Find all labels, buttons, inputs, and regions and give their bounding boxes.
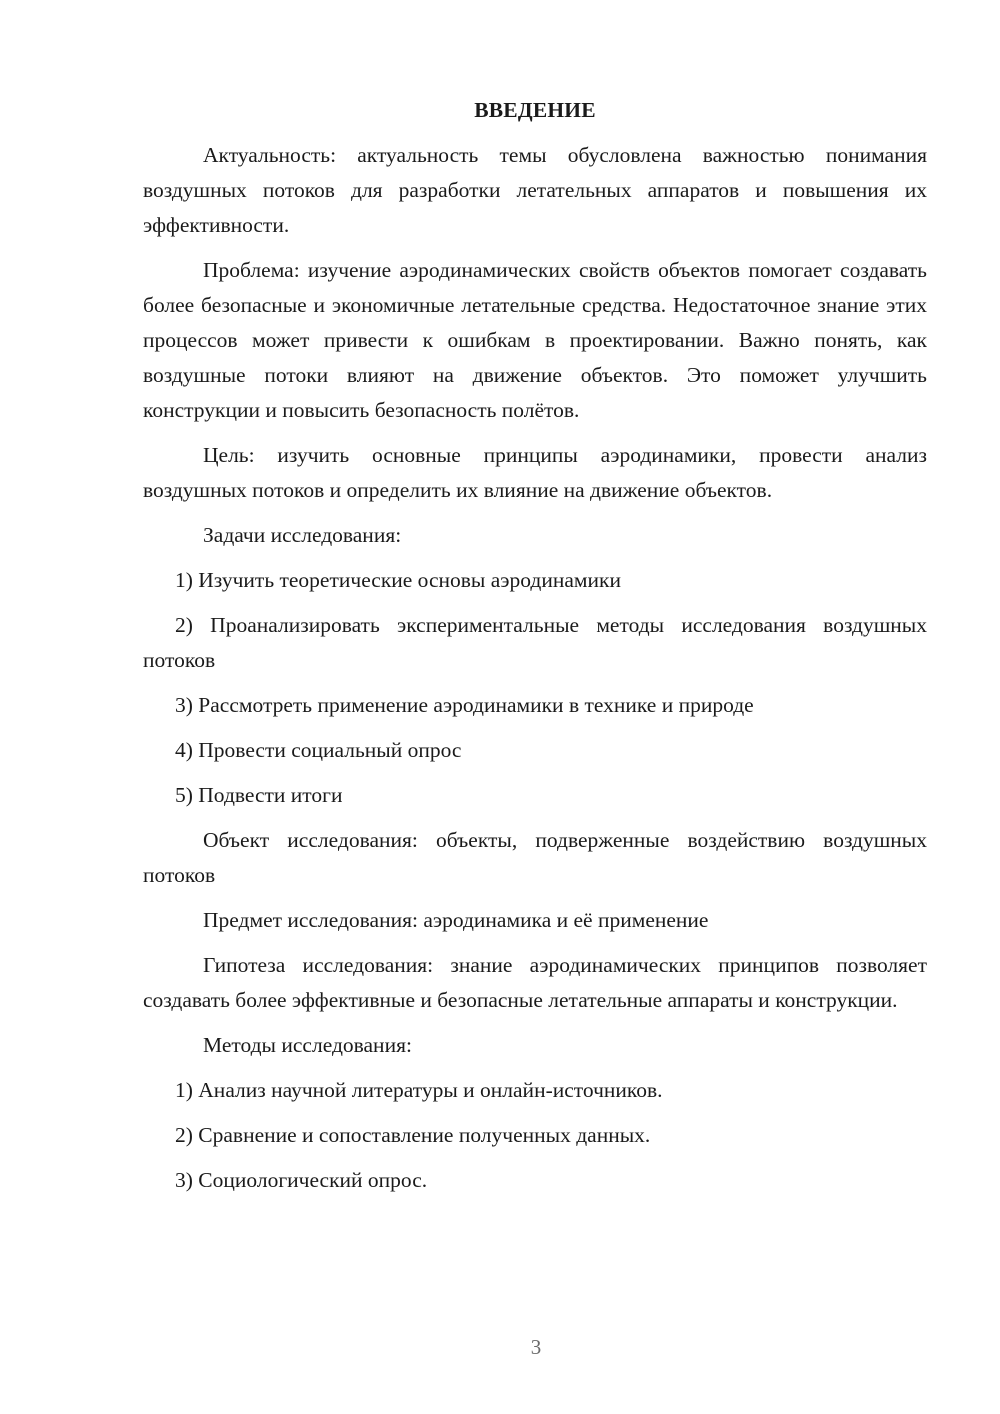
method-item-3: 3) Социологический опрос. — [175, 1168, 428, 1192]
method-item-2: 2) Сравнение и сопоставление полученных данных. — [175, 1123, 651, 1147]
paragraph-hypothesis: Гипотеза исследования: знание аэродинамических принципов позволяет создавать более эффективные и безопасные летательные аппараты и конструкции. — [143, 953, 927, 1012]
task-item-1: 1) Изучить теоретические основы аэродинамики — [175, 568, 621, 592]
tasks-heading: Задачи исследования: — [203, 523, 402, 547]
paragraph-problem: Проблема: изучение аэродинамических свойств объектов помогает создавать более безопасные и экономичные летательные средства. Недостаточное знание этих процессов может привести к ошибкам в проектировании. Важно понять, как воздушные потоки влияют на движение объектов. Это поможет улучшить конструкции и повысить безопасность полётов. — [143, 258, 927, 422]
method-item-1: 1) Анализ научной литературы и онлайн-источников. — [175, 1078, 663, 1102]
task-item-5: 5) Подвести итоги — [175, 783, 343, 807]
page-number: 3 — [530, 1335, 542, 1359]
task-item-2: 2) Проанализировать экспериментальные методы исследования воздушных потоков — [143, 613, 927, 672]
page-content — [143, 95, 927, 1208]
paragraph-goal: Цель: изучить основные принципы аэродинамики, провести анализ воздушных потоков и определить их влияние на движение объектов. — [143, 443, 927, 502]
task-item-3: 3) Рассмотреть применение аэродинамики в технике и природе — [175, 693, 754, 717]
methods-heading: Методы исследования: — [203, 1033, 412, 1057]
paragraph-object: Объект исследования: объекты, подверженные воздействию воздушных потоков — [143, 828, 927, 887]
section-title: ВВЕДЕНИЕ — [474, 98, 596, 122]
paragraph-relevance: Актуальность: актуальность темы обусловлена важностью понимания воздушных потоков для разработки летательных аппаратов и повышения их эффективности. — [143, 143, 927, 237]
paragraph-subject: Предмет исследования: аэродинамика и её применение — [203, 908, 709, 932]
task-item-4: 4) Провести социальный опрос — [175, 738, 462, 762]
